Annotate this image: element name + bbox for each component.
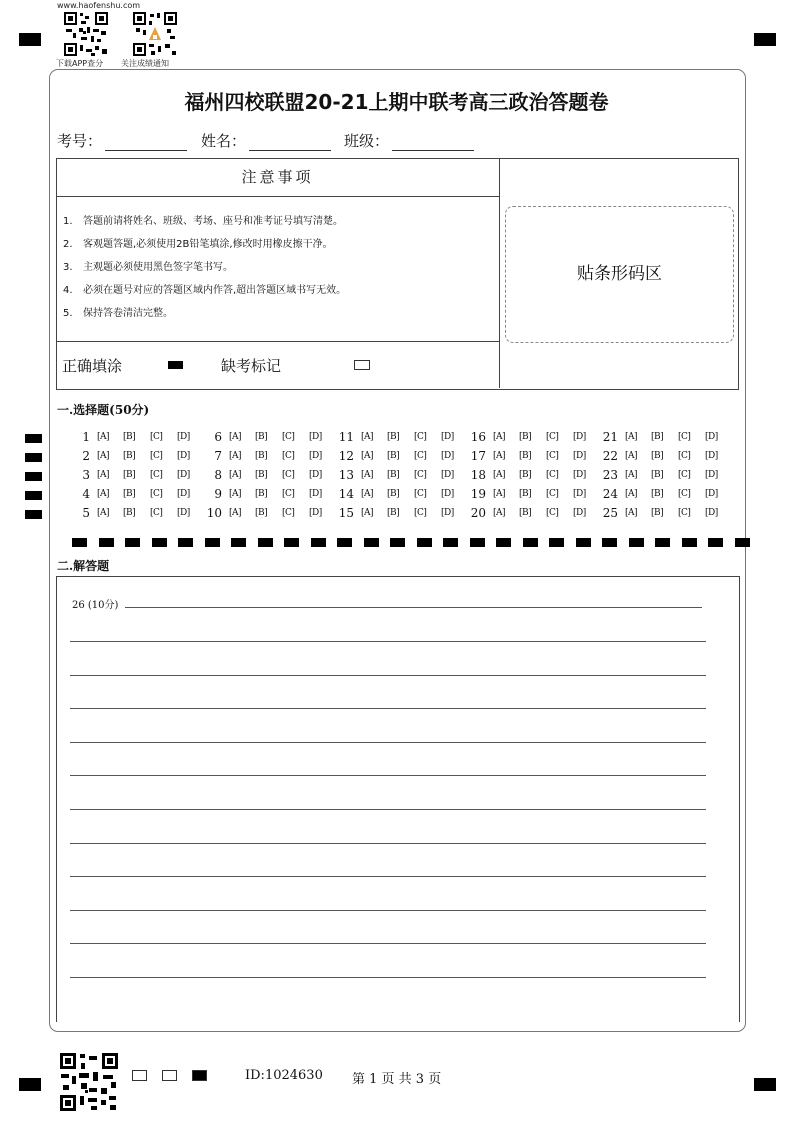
- correct-fill-sample: [168, 361, 183, 369]
- page-indicator-box-2: [162, 1070, 177, 1081]
- fill-example-row: [56, 341, 499, 389]
- question-row: [466, 506, 596, 524]
- exam-no-label: 考号：: [57, 132, 103, 150]
- list-item: [63, 258, 346, 281]
- answer-bubble[interactable]: [D]: [705, 470, 718, 480]
- answer-bubble[interactable]: [C]: [282, 451, 295, 461]
- question-row: [70, 506, 200, 524]
- answer-bubble[interactable]: [C]: [282, 489, 295, 499]
- question-number: 24: [602, 487, 618, 501]
- absent-mark-label: 缺考标记: [221, 357, 282, 375]
- answer-bubble[interactable]: [C]: [414, 451, 427, 461]
- answer-bubble[interactable]: [D]: [573, 470, 586, 480]
- answer-bubble[interactable]: [D]: [573, 451, 586, 461]
- answer-bubble[interactable]: [C]: [414, 432, 427, 442]
- answer-bubble[interactable]: [A]: [625, 470, 638, 480]
- question-row: [70, 487, 200, 505]
- answer-bubble[interactable]: [B]: [123, 470, 136, 480]
- note-text: 答题前请将姓名、班级、考场、座号和准考证号填写清楚。: [83, 216, 343, 227]
- section2-title: 二.解答题: [57, 559, 110, 573]
- page-indicator-box-1: [132, 1070, 147, 1081]
- question-row: [202, 449, 332, 467]
- question-number: 12: [338, 449, 354, 463]
- answer-bubble[interactable]: [C]: [546, 432, 559, 442]
- row-timing-mark: [25, 434, 42, 443]
- answer-line[interactable]: [70, 977, 706, 978]
- class-field[interactable]: [344, 130, 474, 151]
- registration-mark-top-left: [19, 33, 41, 46]
- name-line[interactable]: [249, 136, 331, 151]
- answer-bubble[interactable]: [D]: [309, 489, 322, 499]
- answer-bubble[interactable]: [C]: [678, 432, 691, 442]
- site-url: www.haofenshu.com: [57, 1, 141, 10]
- question-number: 25: [602, 506, 618, 520]
- timing-mark: [496, 538, 511, 547]
- answer-bubble[interactable]: [D]: [309, 432, 322, 442]
- row-timing-mark: [25, 510, 42, 519]
- timing-mark: [178, 538, 193, 547]
- page-title: 福州四校联盟20-21上期中联考高三政治答题卷: [184, 90, 609, 114]
- timing-mark: [284, 538, 299, 547]
- answer-bubble[interactable]: [A]: [361, 451, 374, 461]
- answer-bubble[interactable]: [C]: [678, 489, 691, 499]
- answer-bubble[interactable]: [C]: [546, 489, 559, 499]
- question-number: 5: [82, 506, 90, 520]
- answer-bubble[interactable]: [B]: [387, 508, 400, 518]
- question-row: [598, 468, 728, 486]
- exam-no-line[interactable]: [105, 136, 187, 151]
- answer-bubble[interactable]: [C]: [414, 470, 427, 480]
- question-number: 2: [82, 449, 90, 463]
- timing-mark: [152, 538, 167, 547]
- answer-bubble[interactable]: [D]: [573, 432, 586, 442]
- answer-bubble[interactable]: [D]: [441, 470, 454, 480]
- question-row: [334, 487, 464, 505]
- question-row: [598, 506, 728, 524]
- answer-bubble[interactable]: [A]: [625, 432, 638, 442]
- note-text: 保持答卷清洁完整。: [83, 308, 173, 319]
- question-row: [70, 449, 200, 467]
- answer-line[interactable]: [70, 708, 706, 709]
- answer-bubble[interactable]: [A]: [361, 489, 374, 499]
- note-number: 5.: [63, 308, 73, 319]
- answer-bubble[interactable]: [C]: [282, 508, 295, 518]
- answer-bubble[interactable]: [C]: [678, 470, 691, 480]
- timing-mark: [443, 538, 458, 547]
- timing-mark: [231, 538, 246, 547]
- timing-mark: [364, 538, 379, 547]
- timing-mark: [337, 538, 352, 547]
- answer-bubble[interactable]: [A]: [625, 489, 638, 499]
- timing-mark: [576, 538, 591, 547]
- answer-bubble[interactable]: [D]: [441, 489, 454, 499]
- timing-mark: [258, 538, 273, 547]
- notes-panel: [56, 158, 500, 388]
- answer-bubble[interactable]: [D]: [309, 451, 322, 461]
- barcode-area: 贴条形码区: [505, 206, 734, 343]
- row-timing-mark: [25, 472, 42, 481]
- question-row: [598, 487, 728, 505]
- exam-no-field[interactable]: [57, 130, 187, 151]
- answer-bubble[interactable]: [B]: [519, 451, 532, 461]
- answer-line[interactable]: [70, 876, 706, 877]
- answer-bubble[interactable]: [A]: [97, 489, 110, 499]
- question-row: [202, 506, 332, 524]
- question-row: [202, 430, 332, 448]
- answer-bubble[interactable]: [C]: [546, 451, 559, 461]
- answer-bubble[interactable]: [B]: [387, 489, 400, 499]
- answer-bubble[interactable]: [A]: [493, 508, 506, 518]
- question-number: 17: [470, 449, 486, 463]
- answer-bubble[interactable]: [D]: [177, 508, 190, 518]
- answer-bubble[interactable]: [D]: [309, 508, 322, 518]
- name-label: 姓名：: [201, 132, 247, 150]
- absent-mark-checkbox[interactable]: [354, 360, 370, 370]
- timing-mark: [549, 538, 564, 547]
- answer-line[interactable]: [70, 641, 706, 642]
- row-timing-mark: [25, 491, 42, 500]
- list-item: [63, 212, 346, 235]
- answer-bubble[interactable]: [D]: [705, 489, 718, 499]
- note-number: 1.: [63, 216, 73, 227]
- question-26-label: 26 (10分): [72, 600, 119, 611]
- question-number: 16: [470, 430, 486, 444]
- timing-mark: [470, 538, 485, 547]
- answer-bubble[interactable]: [D]: [177, 489, 190, 499]
- answer-bubble[interactable]: [B]: [651, 508, 664, 518]
- answer-bubble[interactable]: [C]: [546, 508, 559, 518]
- answer-bubble[interactable]: [D]: [705, 451, 718, 461]
- question-number: 13: [338, 468, 354, 482]
- note-text: 必须在题号对应的答题区域内作答,超出答题区域书写无效。: [83, 285, 347, 296]
- answer-line[interactable]: [70, 742, 706, 743]
- list-item: [63, 304, 346, 327]
- answer-bubble[interactable]: [B]: [255, 451, 268, 461]
- question-row: [598, 449, 728, 467]
- answer-bubble[interactable]: [C]: [414, 489, 427, 499]
- answer-bubble[interactable]: [A]: [493, 470, 506, 480]
- timing-mark: [311, 538, 326, 547]
- question-number: 15: [338, 506, 354, 520]
- answer-bubble[interactable]: [D]: [309, 470, 322, 480]
- answer-bubble[interactable]: [A]: [229, 470, 242, 480]
- page-indicator-box-3: [192, 1070, 207, 1081]
- answer-bubble[interactable]: [B]: [255, 508, 268, 518]
- answer-bubble[interactable]: [A]: [361, 432, 374, 442]
- answer-bubble[interactable]: [B]: [651, 489, 664, 499]
- timing-mark: [125, 538, 140, 547]
- answer-bubble[interactable]: [C]: [282, 432, 295, 442]
- answer-bubble[interactable]: [C]: [150, 470, 163, 480]
- answer-bubble[interactable]: [A]: [625, 508, 638, 518]
- answer-bubble[interactable]: [D]: [441, 432, 454, 442]
- answer-bubble[interactable]: [B]: [123, 451, 136, 461]
- list-item: [63, 235, 346, 258]
- answer-bubble[interactable]: [B]: [387, 470, 400, 480]
- answer-bubble[interactable]: [B]: [519, 508, 532, 518]
- answer-bubble[interactable]: [C]: [150, 451, 163, 461]
- answer-bubble[interactable]: [B]: [651, 470, 664, 480]
- question-number: 3: [82, 468, 90, 482]
- question-number: 7: [214, 449, 222, 463]
- question-number: 1: [82, 430, 90, 444]
- registration-mark-top-right: [754, 33, 776, 46]
- answer-bubble[interactable]: [D]: [705, 432, 718, 442]
- question-row: [466, 430, 596, 448]
- question-number: 9: [214, 487, 222, 501]
- question-number: 23: [602, 468, 618, 482]
- answer-bubble[interactable]: [B]: [519, 489, 532, 499]
- timing-mark: [390, 538, 405, 547]
- answer-bubble[interactable]: [A]: [361, 470, 374, 480]
- name-field[interactable]: [201, 130, 331, 151]
- question-number: 4: [82, 487, 90, 501]
- qr1-caption: 下载APP查分: [56, 59, 104, 68]
- note-text: 客观题答题,必须使用2B铅笔填涂,修改时用橡皮擦干净。: [83, 239, 333, 250]
- question-row: [70, 430, 200, 448]
- answer-bubble[interactable]: [D]: [573, 508, 586, 518]
- question-row: [466, 468, 596, 486]
- class-label: 班级：: [344, 132, 390, 150]
- question-row: [70, 468, 200, 486]
- answer-bubble[interactable]: [B]: [651, 451, 664, 461]
- note-number: 4.: [63, 285, 73, 296]
- answer-bubble[interactable]: [B]: [123, 489, 136, 499]
- answer-bubble[interactable]: [A]: [97, 432, 110, 442]
- correct-fill-label: 正确填涂: [62, 357, 123, 375]
- answer-bubble[interactable]: [D]: [705, 508, 718, 518]
- note-number: 2.: [63, 239, 73, 250]
- answer-bubble[interactable]: [C]: [678, 508, 691, 518]
- answer-bubble[interactable]: [A]: [493, 432, 506, 442]
- question-row: [466, 487, 596, 505]
- answer-bubble[interactable]: [A]: [229, 508, 242, 518]
- answer-line[interactable]: [70, 675, 706, 676]
- answer-bubble[interactable]: [B]: [387, 451, 400, 461]
- answer-bubble[interactable]: [D]: [441, 451, 454, 461]
- question-number: 8: [214, 468, 222, 482]
- question-row: [334, 449, 464, 467]
- section1-title: 一.选择题(50分): [57, 403, 150, 417]
- question-number: 19: [470, 487, 486, 501]
- question-row: [334, 468, 464, 486]
- answer-bubble[interactable]: [A]: [229, 451, 242, 461]
- list-item: [63, 281, 346, 304]
- registration-mark-bottom-right: [754, 1078, 776, 1091]
- answer-line[interactable]: [125, 607, 702, 608]
- answer-bubble[interactable]: [A]: [493, 489, 506, 499]
- sheet-qr-icon: [59, 1052, 119, 1112]
- question-row: [202, 468, 332, 486]
- answer-line[interactable]: [70, 843, 706, 844]
- follow-results-qr-icon[interactable]: [132, 11, 178, 57]
- question-row: [466, 449, 596, 467]
- answer-bubble[interactable]: [C]: [150, 432, 163, 442]
- registration-mark-bottom-left: [19, 1078, 41, 1091]
- timing-mark: [629, 538, 644, 547]
- app-download-qr-icon[interactable]: [63, 11, 109, 57]
- timing-mark: [735, 538, 750, 547]
- sheet-id: ID:1024630: [245, 1068, 323, 1083]
- timing-mark: [72, 538, 87, 547]
- answer-area[interactable]: [56, 576, 740, 1022]
- question-number: 20: [470, 506, 486, 520]
- question-number: 14: [338, 487, 354, 501]
- answer-bubble[interactable]: [B]: [519, 470, 532, 480]
- answer-line[interactable]: [70, 775, 706, 776]
- note-text: 主观题必须使用黑色签字笔书写。: [83, 262, 233, 273]
- question-row: [334, 430, 464, 448]
- answer-line[interactable]: [70, 943, 706, 944]
- question-number: 18: [470, 468, 486, 482]
- question-number: 10: [206, 506, 222, 520]
- question-number: 22: [602, 449, 618, 463]
- note-number: 3.: [63, 262, 73, 273]
- answer-bubble[interactable]: [C]: [678, 451, 691, 461]
- question-row: [334, 506, 464, 524]
- question-row: [598, 430, 728, 448]
- answer-bubble[interactable]: [B]: [123, 432, 136, 442]
- answer-line[interactable]: [70, 910, 706, 911]
- question-number: 11: [338, 430, 354, 444]
- timing-mark: [417, 538, 432, 547]
- timing-mark: [523, 538, 538, 547]
- question-number: 6: [214, 430, 222, 444]
- answer-bubble[interactable]: [C]: [414, 508, 427, 518]
- answer-bubble[interactable]: [C]: [150, 489, 163, 499]
- answer-bubble[interactable]: [B]: [255, 489, 268, 499]
- answer-bubble[interactable]: [A]: [97, 470, 110, 480]
- answer-bubble[interactable]: [C]: [546, 470, 559, 480]
- class-line[interactable]: [392, 136, 474, 151]
- answer-bubble[interactable]: [C]: [150, 508, 163, 518]
- qr2-caption: 关注成绩通知: [121, 59, 169, 68]
- answer-bubble[interactable]: [D]: [177, 470, 190, 480]
- answer-bubble[interactable]: [A]: [625, 451, 638, 461]
- answer-bubble[interactable]: [A]: [229, 489, 242, 499]
- answer-bubble[interactable]: [D]: [177, 451, 190, 461]
- answer-line[interactable]: [70, 809, 706, 810]
- timing-mark: [99, 538, 114, 547]
- timing-mark: [602, 538, 617, 547]
- page-number: 第 1 页 共 3 页: [352, 1072, 442, 1087]
- answer-bubble[interactable]: [D]: [177, 432, 190, 442]
- answer-bubble[interactable]: [B]: [255, 470, 268, 480]
- timing-mark: [205, 538, 220, 547]
- answer-bubble[interactable]: [A]: [493, 451, 506, 461]
- timing-mark: [682, 538, 697, 547]
- answer-bubble[interactable]: [C]: [282, 470, 295, 480]
- answer-bubble[interactable]: [D]: [441, 508, 454, 518]
- answer-bubble[interactable]: [D]: [573, 489, 586, 499]
- answer-bubble[interactable]: [B]: [387, 432, 400, 442]
- timing-mark: [708, 538, 723, 547]
- question-row: [202, 487, 332, 505]
- answer-bubble[interactable]: [B]: [123, 508, 136, 518]
- answer-bubble[interactable]: [A]: [97, 508, 110, 518]
- row-timing-mark: [25, 453, 42, 462]
- answer-bubble[interactable]: [A]: [361, 508, 374, 518]
- question-number: 21: [602, 430, 618, 444]
- answer-bubble[interactable]: [B]: [255, 432, 268, 442]
- answer-bubble[interactable]: [B]: [651, 432, 664, 442]
- answer-bubble[interactable]: [A]: [97, 451, 110, 461]
- answer-bubble[interactable]: [B]: [519, 432, 532, 442]
- notes-heading: 注意事项: [56, 158, 499, 197]
- notes-list: [63, 212, 346, 327]
- timing-mark: [655, 538, 670, 547]
- answer-bubble[interactable]: [A]: [229, 432, 242, 442]
